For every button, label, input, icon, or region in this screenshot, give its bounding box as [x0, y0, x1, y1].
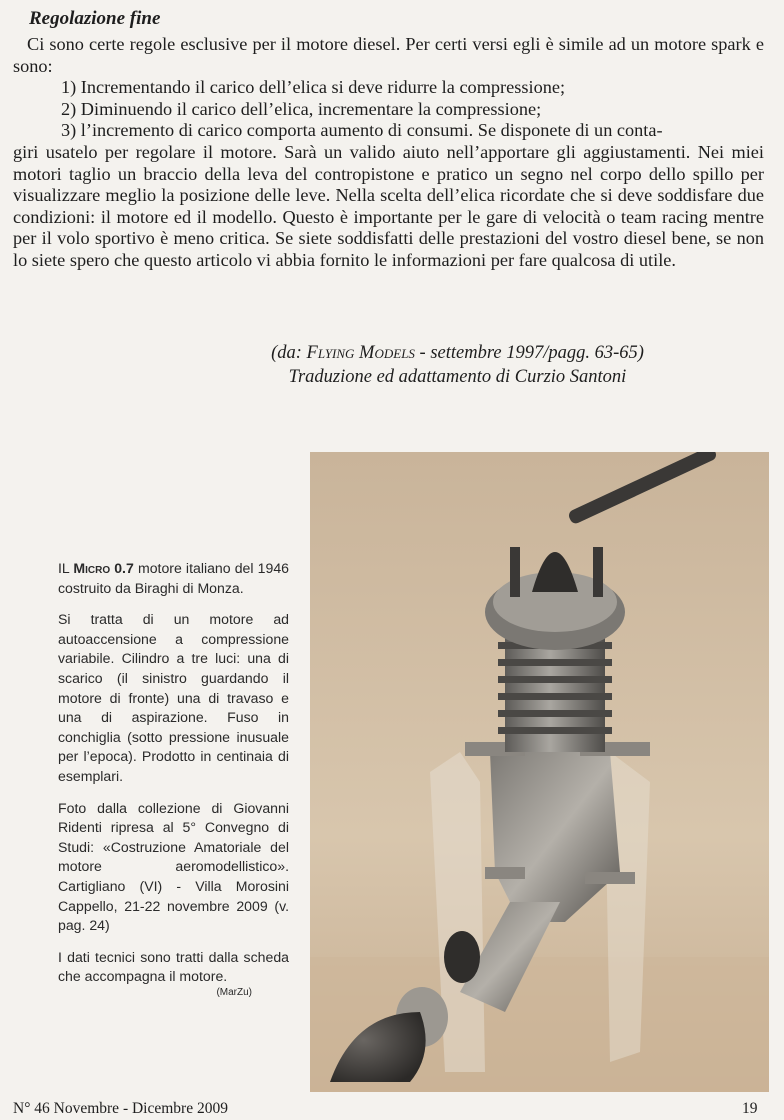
caption-lead-prefix: IL [58, 560, 74, 576]
source-line [180, 342, 735, 366]
caption-lead [58, 559, 289, 598]
photo-caption [58, 559, 289, 1011]
rule-item-2: 2) Diminuendo il carico dell’elica, incrementare la compressione; [61, 98, 542, 119]
engine-photo [310, 452, 769, 1092]
continuation-paragraph: giri usatelo per regolare il motore. Sarà un valido aiuto nell’apportare gli aggiustamenti. Nei miei motori taglio un braccio della leva del contropistone e pratico un segno nel corpo dello spillo per visualizzare meglio la posizione delle leve. Nella scelta dell’elica ricordate che si deve soddisfare due condizioni: il motore ed il modello. Questo è importante per le gare di velocità o team racing mentre per il volo sportivo è meno critica. Se siete soddisfatti delle prestazioni del vostro diesel bene, se non lo siete spero che questo articolo vi abbia fornito le informazioni per fare qualcosa di utile. [13, 141, 764, 270]
article-body [13, 34, 764, 272]
engine-brand: Micro 0.7 [73, 560, 134, 576]
caption-paragraph-4: I dati tecnici sono tratti dalla scheda che accompagna il motore. [58, 948, 289, 985]
rule-item-3: 3) l’incremento di carico comporta aumento di consumi. Se disponete di un conta- [61, 120, 663, 141]
source-suffix: - settembre 1997/pagg. 63-65) [414, 343, 644, 363]
section-heading: Regolazione fine [29, 8, 161, 29]
engine-illustration [310, 452, 769, 1092]
page-number: 19 [742, 1100, 758, 1117]
caption-signature: (MarZu) [216, 986, 252, 998]
source-prefix: (da: [271, 343, 307, 363]
caption-lead-suffix: motore italiano del 1946 costruito da Biraghi di Monza. [58, 560, 290, 596]
caption-paragraph-3: Foto dalla collezione di Giovanni Ridenti ripresa al 5° Convegno di Studi: «Costruzione Amatoriale del motore aeromodellistico». Cartigliano (VI) - Villa Morosini Cappello, 21-22 novembre 2009 (v. pag. 24) [58, 799, 289, 934]
article-credits [180, 342, 735, 389]
caption-paragraph-2: Si tratta di un motore ad autoaccensione a compressione variabile. Cilindro a tre luci: una di scarico (il sinistro guardando il motore di fronte) una di travaso e una di aspirazione. Fuso in conchiglia (sotto pressione inusuale per l’epoca). Prodotto in centinaia di esemplari. [58, 611, 289, 784]
intro-paragraph: Ci sono certe regole esclusive per il motore diesel. Per certi versi egli è simile ad un motore spark e sono: [13, 34, 764, 76]
issue-info: N° 46 Novembre - Dicembre 2009 [13, 1100, 228, 1117]
translation-line: Traduzione ed adattamento di Curzio Santoni [288, 366, 627, 387]
rule-item-1: 1) Incrementando il carico dell’elica si deve ridurre la compressione; [61, 77, 566, 98]
magazine-name: Flying Models [306, 343, 415, 363]
